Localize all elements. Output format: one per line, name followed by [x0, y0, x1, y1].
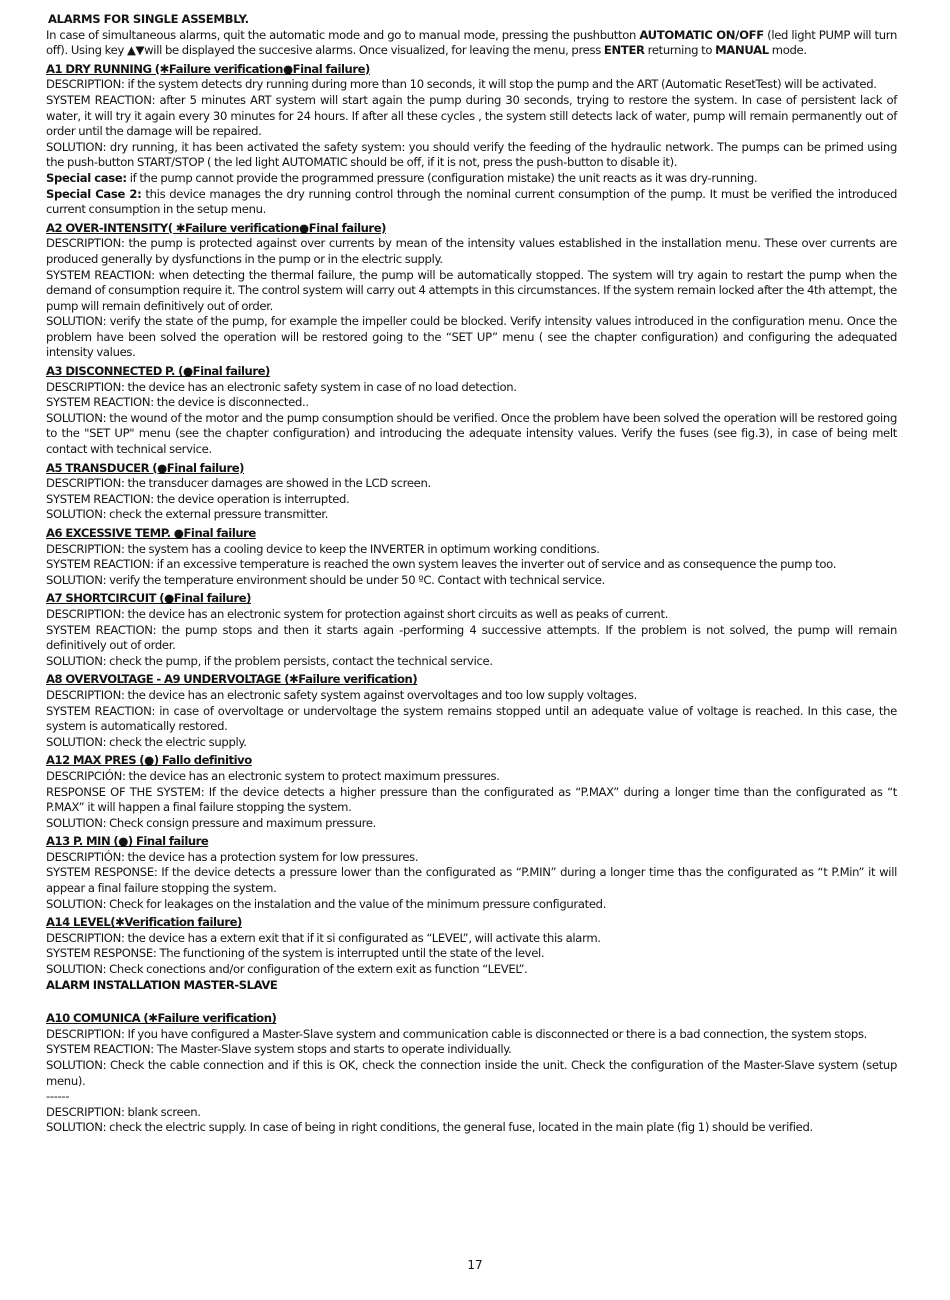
section-title-a6: A6 EXCESSIVE TEMP. ●Final failure	[46, 526, 256, 540]
page-number: 17	[467, 1258, 483, 1272]
a10-description: DESCRIPTION: If you have configured a Master-Slave system and communication cable is disconnected or there is a bad connection, the system stops.	[46, 1026, 868, 1041]
a6-description: DESCRIPTION: the system has a cooling device to keep the INVERTER in optimum working conditions.	[46, 541, 600, 556]
a10-reaction: SYSTEM REACTION: The Master-Slave system stops and starts to operate individually.	[46, 1042, 512, 1057]
manual-page	[46, 12, 897, 1136]
a1-special-case: Special case: if the pump cannot provide the programmed pressure (configuration mistake) the unit reacts as it was dry-running.	[46, 170, 758, 185]
a8-description: DESCRIPTION: the device has an electronic safety system against overvoltages and too low supply voltages.	[46, 687, 637, 702]
page-heading: ALARMS FOR SINGLE ASSEMBLY.	[48, 12, 249, 26]
a3-reaction: SYSTEM REACTION: the device is disconnected..	[46, 395, 309, 410]
a2-description: DESCRIPTION: the pump is protected against over currents by mean of the intensity values established in the installation menu. These over currents are produced generally by dysfunctions in the pump or in the electric supply.	[46, 236, 897, 266]
a2-solution: SOLUTION: verify the state of the pump, for example the impeller could be blocked. Verify intensity values introduced in the configuration menu. Once the problem have been solved the operation will be restored going to the “SET UP” menu ( see the chapter configuration) and configuring the adequated intensity values.	[46, 314, 897, 360]
section-title-a12: A12 MAX PRES (●) Fallo definitivo	[46, 753, 252, 768]
a14-solution: SOLUTION: Check conections and/or configuration of the extern exit as function “LEVEL”.	[46, 962, 528, 977]
a12-solution: SOLUTION: Check consign pressure and maximum pressure.	[46, 815, 377, 830]
a8-reaction: SYSTEM REACTION: in case of overvoltage or undervoltage the system remains stopped until an adequate value of voltage is reached. In this case, the system is automatically restored.	[46, 703, 897, 734]
section-title-a3: A3 DISCONNECTED P. (●Final failure)	[46, 364, 270, 379]
a6-reaction: SYSTEM REACTION: if an excessive temperature is reached the own system leaves the inverter out of service and as consequence the pump too.	[46, 557, 837, 572]
a3-solution: SOLUTION: the wound of the motor and the pump consumption should be verified. Once the problem have been solved the operation will be restored going to the "SET UP" menu (see the chapter configuration) and introducing the adequate intensity values. Verify the fuses (see fig.3), in case of being melt contact with technical service.	[46, 410, 897, 457]
intro-paragraph: In case of simultaneous alarms, quit the automatic mode and go to manual mode, pressing the pushbutton AUTOMATIC ON/OFF (led light PUMP will turn off). Using key ▲▼will be displayed the succesive alarms. Once visualized, for leaving the menu, press ENTER returning to MANUAL mode.	[46, 27, 898, 58]
manual-term: MANUAL	[715, 43, 769, 58]
a13-description: DESCRIPTIÓN: the device has a protection system for low pressures.	[46, 849, 419, 864]
section-title-a14: A14 LEVEL(✱Verification failure)	[46, 915, 242, 930]
a12-description: DESCRIPCIÓN: the device has an electronic system to protect maximum pressures.	[46, 768, 500, 783]
spacer	[46, 993, 897, 1008]
a1-special-case-2: Special Case 2: this device manages the dry running control through the nominal current consumption of the pump. It must be verified the introduced current consumption in the setup menu.	[46, 186, 897, 217]
a13-reaction: SYSTEM RESPONSE: If the device detects a pressure lower than the configurated as “P.MIN” during a longer time thas the configurated as “t P.Min” it will appear a final failure stopping the system.	[46, 865, 897, 896]
a6-solution: SOLUTION: verify the temperature environment should be under 50 ºC. Contact with technical service.	[46, 572, 605, 587]
a2-reaction: SYSTEM REACTION: when detecting the thermal failure, the pump will be automatically stopped. The system will try again to restart the pump when the demand of consumption require it. The control system will carry out 4 attempts in this circumstances. If the system remain locked after the 4th attempt, the pump will remain definitively out of order.	[46, 267, 897, 313]
a7-reaction: SYSTEM REACTION: the pump stops and then it starts again -performing 4 successive attempts. If the problem is not solved, the pump will remain definitively out of order.	[46, 622, 897, 653]
section-title-a5: A5 TRANSDUCER (●Final failure)	[46, 460, 245, 475]
master-slave-heading: ALARM INSTALLATION MASTER-SLAVE	[46, 977, 278, 992]
section-title-a8-a9: A8 OVERVOLTAGE - A9 UNDERVOLTAGE (✱Failure verification)	[46, 672, 418, 687]
separator-dashes: ------	[46, 1089, 70, 1104]
section-title-a13: A13 P. MIN (●) Final failure	[46, 834, 209, 849]
a10-solution: SOLUTION: Check the cable connection and if this is OK, check the connection inside the unit. Check the configuration of the Master-Slave system (setup menu).	[46, 1058, 897, 1088]
section-title-a10: A10 COMUNICA (✱Failure verification)	[46, 1011, 277, 1026]
section-title-a2: A2 OVER-INTENSITY( ✱Failure verification●Final failure)	[46, 220, 386, 235]
blank-screen-solution: SOLUTION: check the electric supply. In case of being in right conditions, the general fuse, located in the main plate (fig 1) should be verified.	[46, 1120, 813, 1135]
a1-solution: SOLUTION: dry running, it has been activated the safety system: you should verify the feeding of the hydraulic network. The pumps can be primed using the push-button START/STOP ( the led light AUTOMATIC should be off, if it is not, press the push-button to disable it).	[46, 139, 897, 170]
a13-solution: SOLUTION: Check for leakages on the instalation and the value of the minimum pressure configurated.	[46, 896, 607, 911]
a1-description: DESCRIPTION: if the system detects dry running during more than 10 seconds, it will stop the pump and the ART (Automatic ResetTest) will be activated.	[46, 77, 877, 92]
section-title-a1: A1 DRY RUNNING (✱Failure verification●Final failure)	[46, 61, 370, 76]
automatic-onoff-term: AUTOMATIC ON/OFF	[639, 27, 764, 42]
a5-reaction: SYSTEM REACTION: the device operation is interrupted.	[46, 491, 350, 506]
a14-description: DESCRIPTION: the device has a extern exit that if it si configurated as “LEVEL”, will activate this alarm.	[46, 930, 601, 945]
a8-solution: SOLUTION: check the electric supply.	[46, 734, 247, 749]
a14-reaction: SYSTEM RESPONSE: The functioning of the system is interrupted until the state of the level.	[46, 946, 545, 961]
a1-reaction: SYSTEM REACTION: after 5 minutes ART system will start again the pump during 30 seconds, trying to restore the system. In case of persistent lack of water, it will try it again every 30 minutes for 24 hours. If after all these cycles , the system still detects lack of water, pump will remain permanently out of order until the damage will be repaired.	[46, 92, 897, 139]
a5-description: DESCRIPTION: the transducer damages are showed in the LCD screen.	[46, 476, 431, 491]
a3-description: DESCRIPTION: the device has an electronic safety system in case of no load detection.	[46, 379, 517, 394]
section-title-a7: A7 SHORTCIRCUIT (●Final failure)	[46, 591, 251, 606]
enter-term: ENTER	[603, 43, 645, 58]
blank-screen-description: DESCRIPTION: blank screen.	[46, 1104, 201, 1119]
a7-description: DESCRIPTION: the device has an electronic system for protection against short circuits as well as peaks of current.	[46, 606, 669, 621]
a5-solution: SOLUTION: check the external pressure transmitter.	[46, 507, 329, 522]
a12-reaction: RESPONSE OF THE SYSTEM: If the device detects a higher pressure than the configurated as “P.MAX” during a longer time than the configurated as “t P.MAX” it will happen a final failure stopping the system.	[46, 784, 897, 815]
a7-solution: SOLUTION: check the pump, if the problem persists, contact the technical service.	[46, 653, 493, 668]
